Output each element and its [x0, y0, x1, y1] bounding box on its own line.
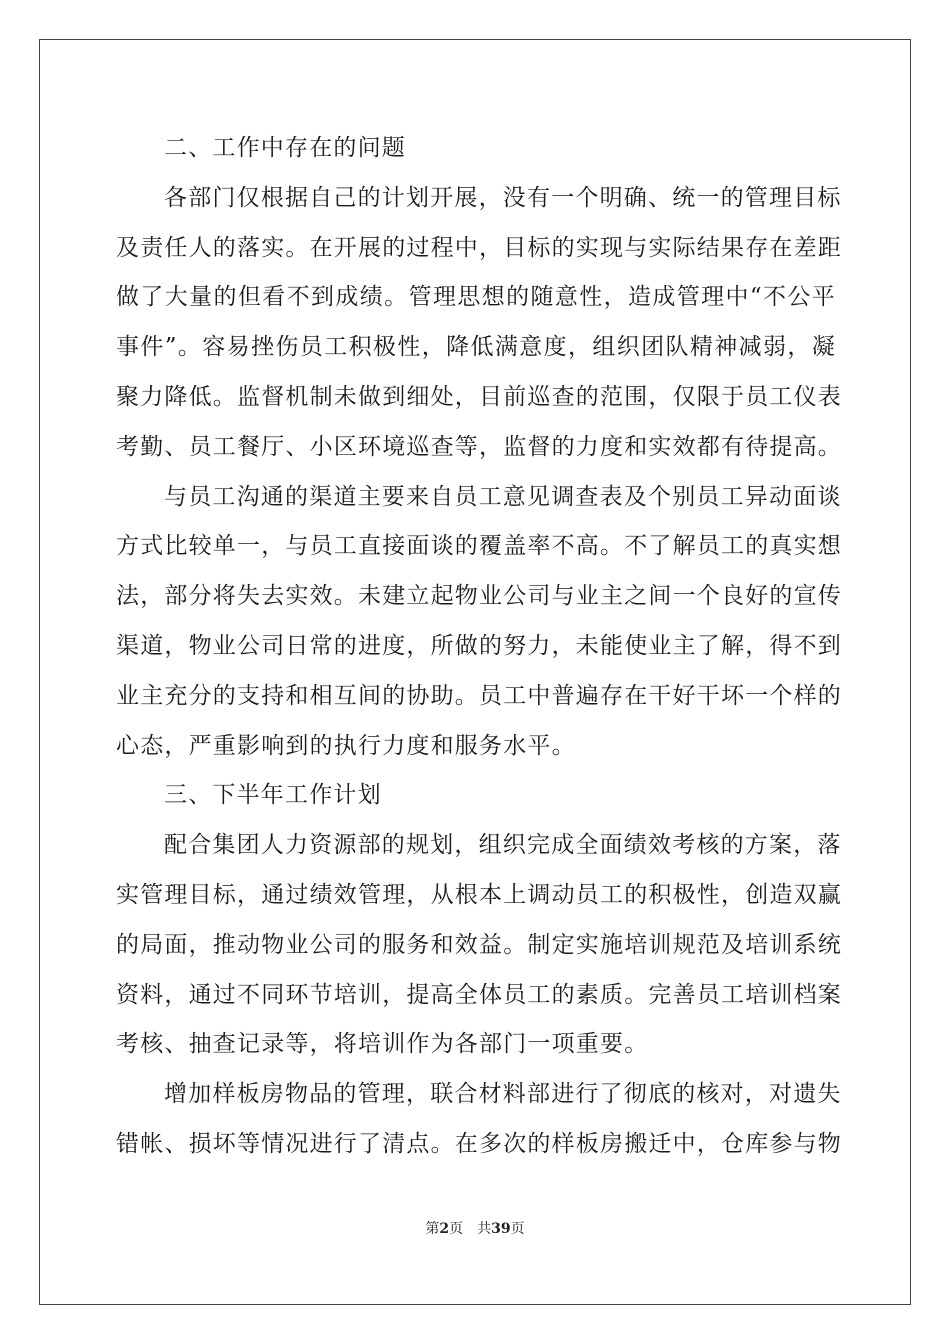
paragraph-line: 做了大量的但看不到成绩。管理思想的随意性，造成管理中“不公平 — [116, 284, 836, 311]
paragraph-line: 增加样板房物品的管理，联合材料部进行了彻底的核对，对遗失 — [164, 1081, 842, 1108]
paragraph-line: 考勤、员工餐厅、小区环境巡查等，监督的力度和实效都有待提高。 — [116, 433, 842, 460]
total-pages: 39 — [491, 1221, 511, 1237]
paragraph-line: 实管理目标，通过绩效管理，从根本上调动员工的积极性，创造双赢 — [116, 881, 842, 908]
section-heading-problems: 二、工作中存在的问题 — [164, 135, 406, 161]
paragraph-line: 聚力降低。监督机制未做到细处，目前巡查的范围，仅限于员工仪表 — [116, 383, 842, 410]
paragraph-line: 业主充分的支持和相互间的协助。员工中普遍存在干好干坏一个样的 — [116, 682, 842, 709]
paragraph-line: 事件”。容易挫伤员工积极性，降低满意度，组织团队精神减弱，凝 — [116, 334, 836, 361]
paragraph-line: 错帐、损坏等情况进行了清点。在多次的样板房搬迁中，仓库参与物 — [116, 1130, 842, 1157]
page-number: 2 — [439, 1221, 450, 1237]
page-suffix: 页 — [449, 1221, 464, 1237]
paragraph-line: 及责任人的落实。在开展的过程中，目标的实现与实际结果存在差距 — [116, 234, 842, 261]
paragraph-line: 的局面，推动物业公司的服务和效益。制定实施培训规范及培训系统 — [116, 931, 842, 958]
paragraph-line: 方式比较单一，与员工直接面谈的覆盖率不高。不了解员工的真实想 — [116, 533, 842, 560]
paragraph-line: 配合集团人力资源部的规划，组织完成全面绩效考核的方案，落 — [164, 832, 842, 859]
total-prefix: 共 — [477, 1221, 492, 1237]
paragraph-line: 考核、抽查记录等，将培训作为各部门一项重要。 — [116, 1031, 649, 1058]
paragraph-line: 各部门仅根据自己的计划开展，没有一个明确、统一的管理目标 — [164, 184, 842, 211]
document-body — [116, 124, 842, 1170]
paragraph-line: 与员工沟通的渠道主要来自员工意见调查表及个别员工异动面谈 — [164, 483, 842, 510]
total-suffix: 页 — [510, 1221, 525, 1237]
page-footer — [0, 1218, 950, 1238]
page-prefix: 第 — [425, 1221, 440, 1237]
paragraph-line: 渠道，物业公司日常的进度，所做的努力，未能使业主了解，得不到 — [116, 632, 842, 659]
paragraph-line: 资料，通过不同环节培训，提高全体员工的素质。完善员工培训档案 — [116, 981, 842, 1008]
paragraph-line: 心态，严重影响到的执行力度和服务水平。 — [116, 732, 576, 759]
section-heading-plan: 三、下半年工作计划 — [164, 782, 382, 809]
paragraph-line: 法，部分将失去实效。未建立起物业公司与业主之间一个良好的宣传 — [116, 583, 842, 610]
